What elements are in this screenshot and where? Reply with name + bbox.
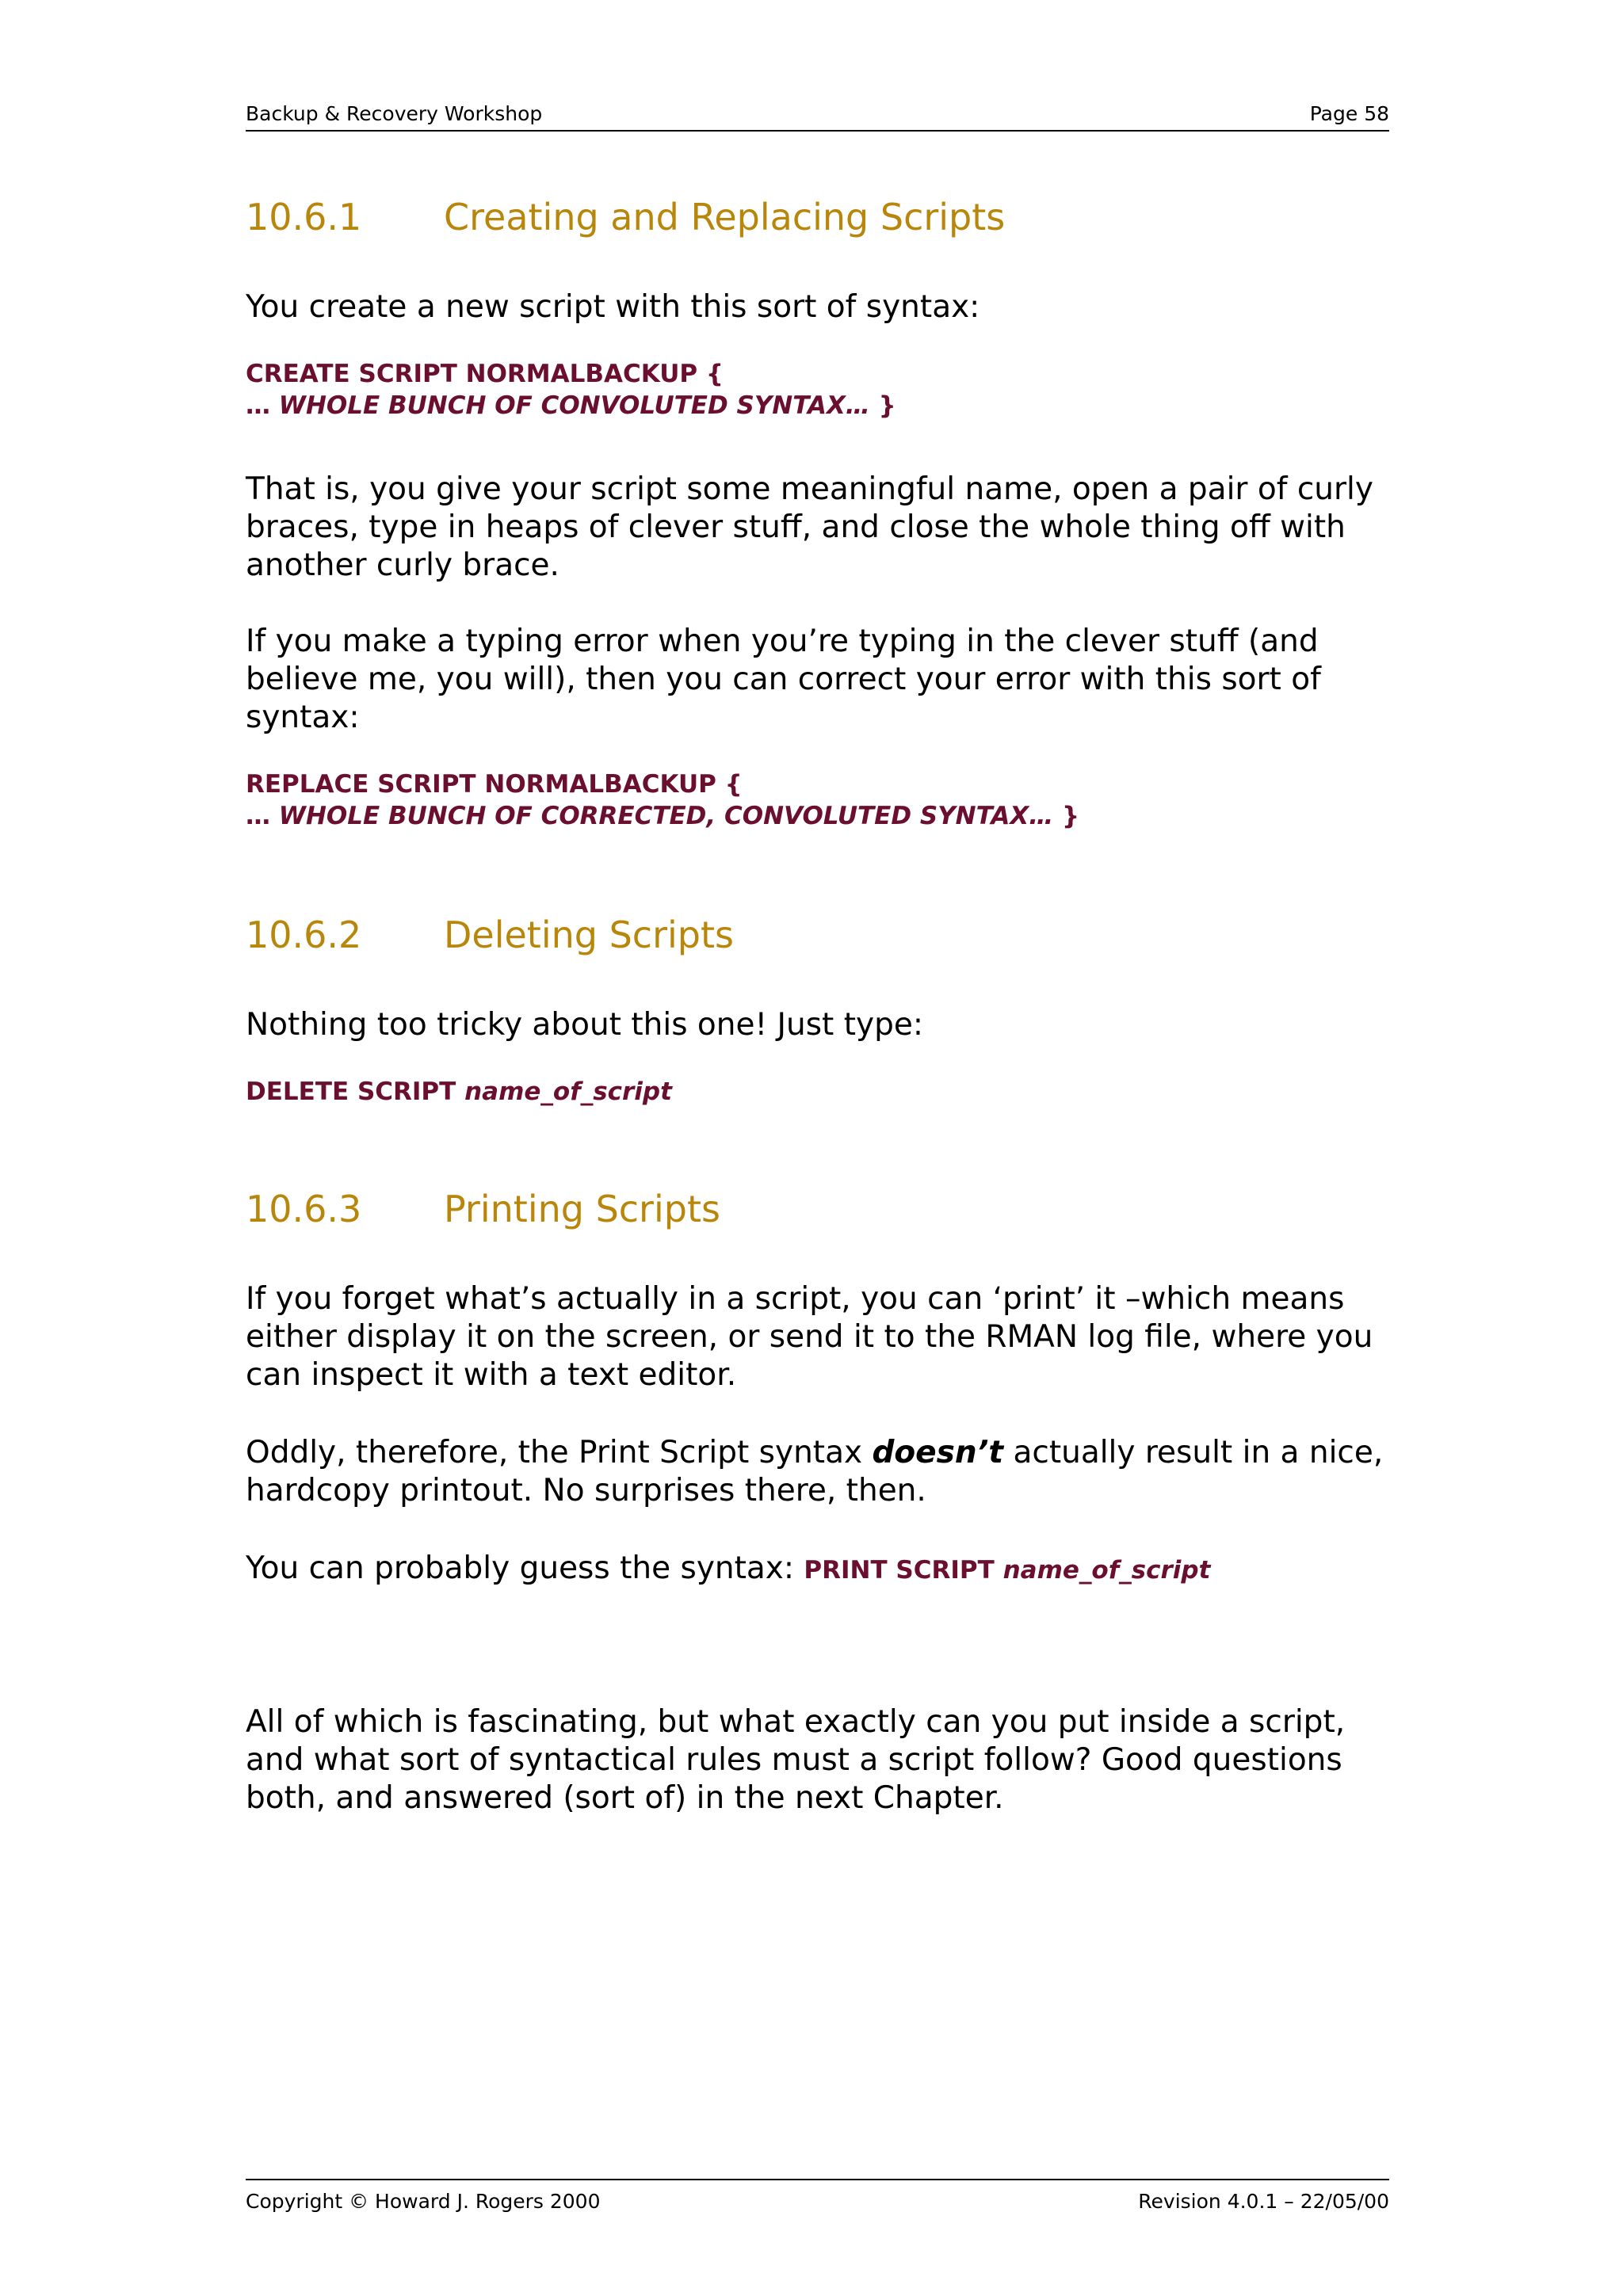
code-block-delete <box>246 1076 672 1108</box>
paragraph-print-explain: If you forget what’s actually in a script, you can ‘print’ it –which means either display it on the screen, or send it to the RMAN log file, where you can inspect it with a text editor. <box>246 1281 1373 1393</box>
code-line: CREATE SCRIPT NORMALBACKUP { <box>246 360 724 388</box>
paragraph-explanation: That is, you give your script some meaningful name, open a pair of curly braces, type in heaps of clever stuff, and close the whole thing off with another curly brace. <box>246 471 1373 583</box>
text-run: Oddly, therefore, the Print Script syntax <box>246 1435 873 1470</box>
paragraph-guess-syntax <box>246 1550 1389 1589</box>
section-heading-deleting <box>246 913 734 956</box>
text-run: You can probably guess the syntax: <box>246 1550 804 1586</box>
paragraph-oddly <box>246 1434 1389 1510</box>
footer-copyright: Copyright © Howard J. Rogers 2000 <box>246 2190 601 2213</box>
section-number: 10.6.2 <box>246 913 362 956</box>
code-line <box>246 390 896 421</box>
section-title: Creating and Replacing Scripts <box>444 196 1006 238</box>
section-number: 10.6.3 <box>246 1188 362 1230</box>
section-title: Printing Scripts <box>444 1188 720 1230</box>
paragraph-delete-intro: Nothing too tricky about this one! Just type: <box>246 1007 924 1043</box>
code-closing-brace: } <box>1053 802 1080 830</box>
section-heading-printing <box>246 1188 720 1230</box>
section-number: 10.6.1 <box>246 196 362 238</box>
code-block-create <box>246 358 896 421</box>
section-heading-creating <box>246 196 1005 238</box>
code-placeholder: WHOLE BUNCH OF CORRECTED, CONVOLUTED SYNTAX… <box>278 802 1054 830</box>
footer-revision: Revision 4.0.1 – 22/05/00 <box>1138 2190 1389 2213</box>
code-placeholder: WHOLE BUNCH OF CONVOLUTED SYNTAX… <box>278 391 870 420</box>
code-ellipsis: … <box>246 391 279 420</box>
code-line <box>246 800 1079 832</box>
text-run: actually result in a nice, hardcopy printout. No surprises there, then. <box>246 1435 1384 1508</box>
section-title: Deleting Scripts <box>444 913 734 956</box>
page-header <box>246 95 1389 132</box>
page-footer <box>246 2179 1389 2217</box>
code-block-replace <box>246 769 1079 832</box>
code-keyword: DELETE SCRIPT <box>246 1077 465 1106</box>
code-line: REPLACE SCRIPT NORMALBACKUP { <box>246 770 743 799</box>
paragraph-create-intro: You create a new script with this sort of syntax: <box>246 289 980 325</box>
code-argument: name_of_script <box>464 1077 672 1106</box>
code-argument: name_of_script <box>1002 1556 1211 1585</box>
code-ellipsis: … <box>246 802 279 830</box>
code-keyword: PRINT SCRIPT <box>804 1556 1003 1585</box>
paragraph-closing: All of which is fascinating, but what exactly can you put inside a script, and what sort of syntactical rules must a script follow? Good questions both, and answered (sort of) in the next Chapter. <box>246 1704 1346 1816</box>
header-page-number: Page 58 <box>1309 102 1389 125</box>
header-title: Backup & Recovery Workshop <box>246 102 543 125</box>
emphasis-text: doesn’t <box>872 1435 1004 1470</box>
code-closing-brace: } <box>869 391 896 420</box>
paragraph-typing-error: If you make a typing error when you’re typing in the clever stuff (and believe me, you will), then you can correct your error with this sort of syntax: <box>246 624 1321 735</box>
